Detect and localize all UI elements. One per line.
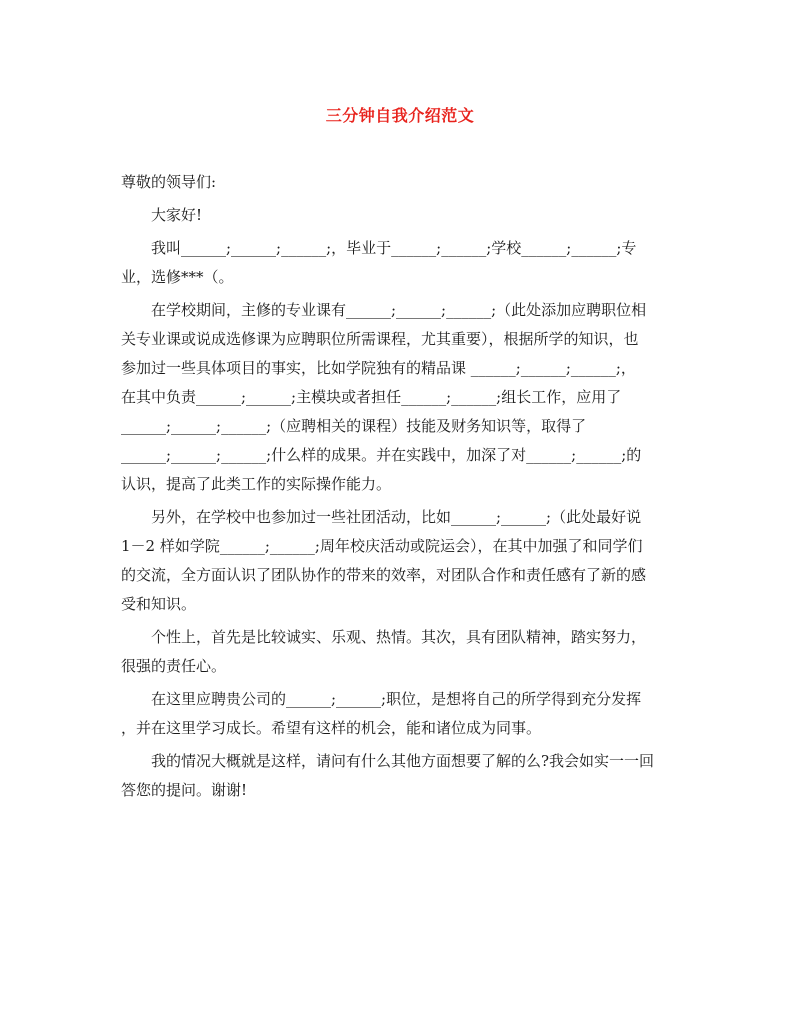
text-line: 认识，提高了此类工作的实际操作能力。 xyxy=(121,475,392,493)
paragraph-application-goal xyxy=(121,685,681,743)
paragraph-introduction xyxy=(121,234,681,292)
text-line: ______;______;______;什么样的成果。并在实践中，加深了对______;______;的 xyxy=(121,446,642,464)
paragraph-school-experience xyxy=(121,296,681,499)
paragraph-club-activities xyxy=(121,503,681,619)
paragraph-personality xyxy=(121,623,681,681)
text-line: 在这里应聘贵公司的______;______;职位，是想将自己的所学得到充分发挥 xyxy=(151,690,642,708)
paragraph-greeting xyxy=(121,201,681,230)
text-line: 我的情况大概就是这样，请问有什么其他方面想要了解的么?我会如实一一回 xyxy=(151,752,655,770)
text-line: ，并在这里学习成长。希望有这样的机会，能和诸位成为同事。 xyxy=(121,719,542,737)
paragraph-closing xyxy=(121,747,681,805)
text-line: 另外，在学校中也参加过一些社团活动，比如______;______;（此处最好说 xyxy=(151,508,642,526)
text-line: 很强的责任心。 xyxy=(121,657,227,675)
text-line: 大家好! xyxy=(151,206,203,224)
text-line: 参加过一些具体项目的事实，比如学院独有的精品课 ______;______;______;， xyxy=(121,359,636,377)
text-line: 在其中负责______;______;主模块或者担任______;______;组长工作，应用了 xyxy=(121,388,622,406)
text-line: 业，选修***（。 xyxy=(121,268,234,286)
text-line: 关专业课或说成选修课为应聘职位所需课程，尤其重要），根据所学的知识，也 xyxy=(121,330,639,348)
text-line: 在学校期间，主修的专业课有______;______;______;（此处添加应聘职位相 xyxy=(151,301,647,319)
document-title: 三分钟自我介绍范文 xyxy=(325,106,475,125)
text-line: 受和知识。 xyxy=(121,595,197,613)
text-line: ______;______;______;（应聘相关的课程）技能及财务知识等，取得了 xyxy=(121,417,587,435)
document-body xyxy=(121,168,681,805)
text-line: 1－2 样如学院______;______;周年校庆活动或院运会），在其中加强了和同学们 xyxy=(121,537,643,555)
text-line: 我叫______;______;______;，毕业于______;______;学校______;______;专 xyxy=(151,239,637,257)
text-line: 答您的提问。谢谢! xyxy=(121,781,248,799)
text-line: 个性上，首先是比较诚实、乐观、热情。其次，具有团队精神，踏实努力， xyxy=(151,628,647,646)
salutation: 尊敬的领导们: xyxy=(121,173,217,191)
text-line: 的交流，全方面认识了团队协作的带来的效率，对团队合作和责任感有了新的感 xyxy=(121,566,647,584)
